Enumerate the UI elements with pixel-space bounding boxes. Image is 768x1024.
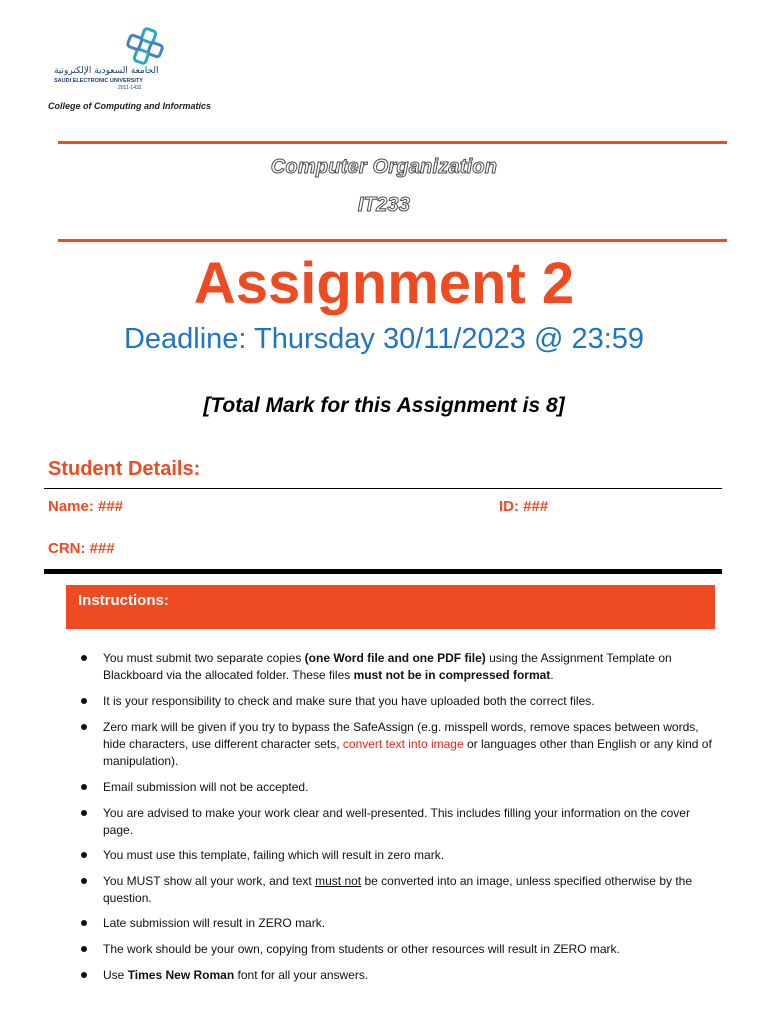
bullet-icon	[81, 852, 87, 858]
total-mark: [Total Mark for this Assignment is 8]	[203, 394, 565, 417]
top-divider	[58, 141, 727, 144]
list-item: You are advised to make your work clear and well-presented. This includes filling your information on the cover page.	[103, 806, 690, 837]
list-item: Email submission will not be accepted.	[103, 780, 309, 794]
instructions-heading: Instructions:	[78, 592, 169, 609]
college-name: College of Computing and Informatics	[48, 101, 212, 111]
list-item: You must submit two separate copies (one Word file and one PDF file) using the Assignment Template on Blackboard via the allocated folder. These files must not be in compressed format.	[103, 651, 672, 682]
bullet-icon	[81, 724, 87, 730]
university-year: 2011-1432	[118, 85, 142, 91]
list-item: You MUST show all your work, and text must not be converted into an image, unless specified otherwise by the question.	[103, 874, 693, 905]
bullet-icon	[81, 920, 87, 926]
student-name-field[interactable]: Name: ###	[48, 498, 124, 515]
bullet-icon	[81, 784, 87, 790]
bullet-icon	[81, 946, 87, 952]
thick-divider	[44, 569, 722, 574]
student-crn-field[interactable]: CRN: ###	[48, 540, 115, 557]
list-item: You must use this template, failing which will result in zero mark.	[103, 848, 445, 862]
bullet-icon	[81, 972, 87, 978]
student-id-field[interactable]: ID: ###	[499, 498, 549, 515]
course-code: IT233	[357, 194, 411, 216]
list-item: Late submission will result in ZERO mark.	[103, 916, 326, 930]
list-item: The work should be your own, copying from students or other resources will result in ZERO mark.	[103, 942, 620, 956]
middle-divider	[58, 239, 727, 242]
list-item: Zero mark will be given if you try to bypass the SafeAssign (e.g. misspell words, remove spaces between words, hide characters, use different character sets, convert text into image or languages other than English or any kind of manipulation).	[103, 720, 712, 768]
course-title: Computer Organization	[270, 156, 498, 178]
student-divider	[44, 488, 722, 489]
bullet-icon	[81, 878, 87, 884]
university-english-name: SAUDI ELECTRONIC UNIVERSITY	[54, 78, 143, 84]
bullet-icon	[81, 698, 87, 704]
assignment-title: Assignment 2	[193, 251, 575, 316]
university-logo-icon	[44, 26, 164, 98]
list-item: Use Times New Roman font for all your answers.	[103, 968, 369, 982]
bullet-icon	[81, 810, 87, 816]
student-details-heading: Student Details:	[48, 458, 201, 480]
university-arabic-name: الجامعة السعودية الإلكترونية	[54, 66, 159, 76]
bullet-icon	[81, 655, 87, 661]
deadline: Deadline: Thursday 30/11/2023 @ 23:59	[123, 323, 645, 355]
list-item: It is your responsibility to check and make sure that you have uploaded both the correct files.	[103, 694, 595, 708]
